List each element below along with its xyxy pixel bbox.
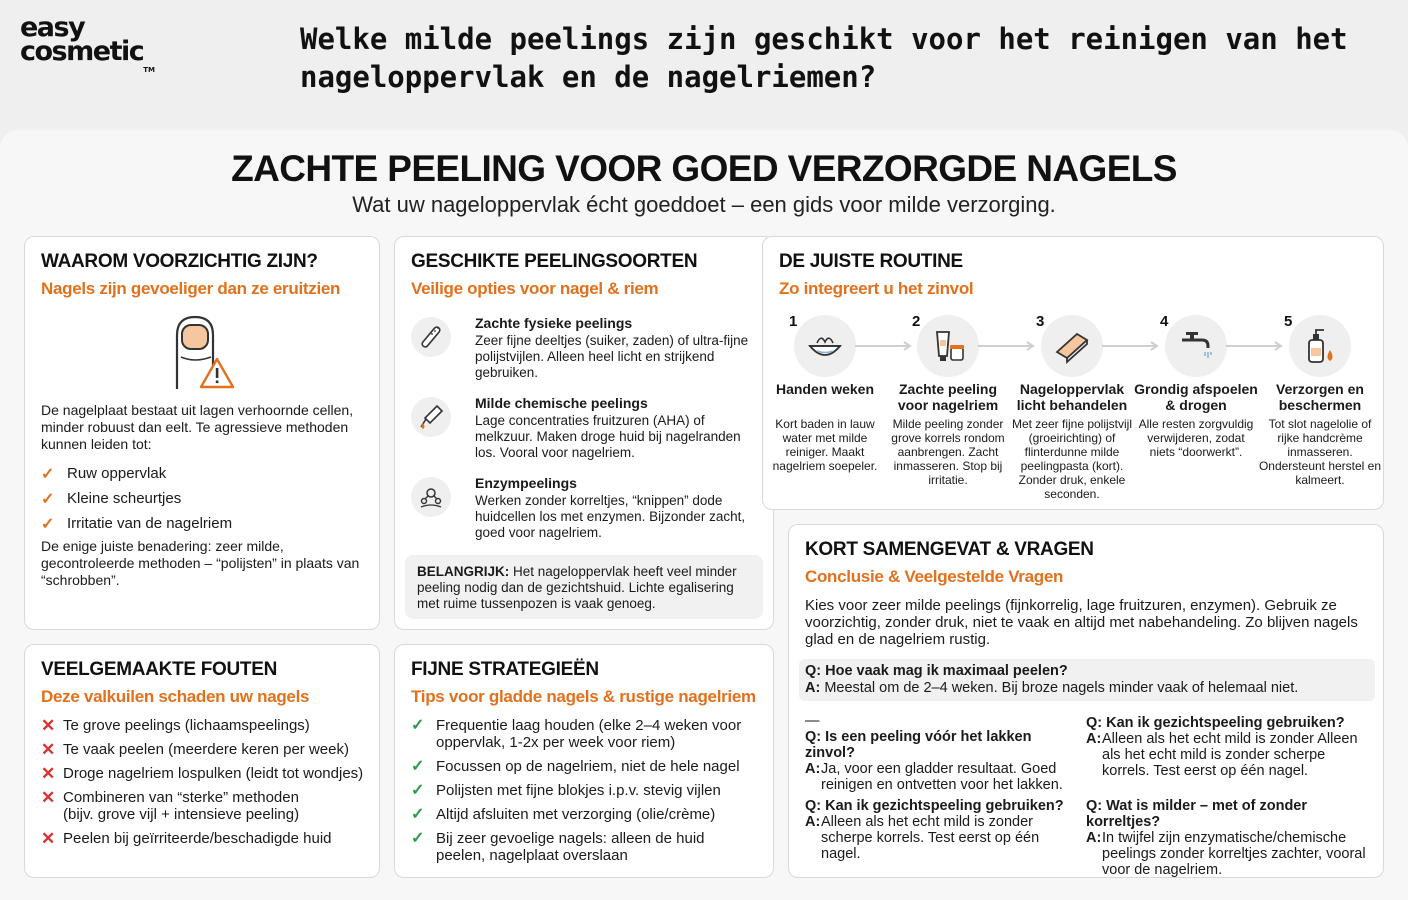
card-title: VEELGEMAAKTE FOUTEN — [41, 659, 278, 680]
brand-logo — [20, 12, 155, 74]
step-name: Handen weken — [775, 381, 875, 397]
step-desc: Tot slot nagelolie of rijke handcrème inmasseren. Ondersteunt herstel en kalmeert. — [1258, 417, 1382, 487]
mistakes-card — [24, 644, 380, 878]
faq-answer — [1086, 830, 1376, 878]
answer-label: A: — [805, 761, 821, 777]
important-note — [405, 555, 763, 619]
check-icon: ✓ — [41, 490, 55, 508]
check-icon: ✓ — [411, 830, 425, 847]
peeling-type-desc: Werken zonder korreltjes, “knippen” dode huidcellen los met enzymen. Bijzonder zacht, goed voor nagelriem. — [475, 493, 746, 540]
card-subtitle: Zo integreert u het zinvol — [779, 279, 974, 298]
card-title: GESCHIKTE PEELINGSOORTEN — [411, 251, 698, 272]
faq-question: Q: Wat is milder – met of zonder korreltjes? — [1086, 798, 1308, 830]
card-title: DE JUISTE ROUTINE — [779, 251, 963, 272]
answer-label: A: — [1086, 731, 1102, 747]
card-subtitle: Conclusie & Veelgestelde Vragen — [805, 567, 1064, 586]
infographic-title: ZACHTE PEELING VOOR GOED VERZORGDE NAGELS — [231, 148, 1177, 189]
faq-question: Q: Kan ik gezichtspeeling gebruiken? — [1086, 715, 1345, 731]
faq-item — [1086, 798, 1376, 878]
list-item — [411, 806, 767, 823]
arrow-right-icon — [1102, 341, 1162, 351]
faq-separator: — — [805, 713, 820, 729]
check-icon: ✓ — [411, 717, 425, 734]
answer-text: Alleen als het echt mild is zonder Alleen als het echt mild is zonder scherpe korrels. Test eerst op één nagel. — [1102, 731, 1358, 779]
check-icon: ✓ — [411, 782, 425, 799]
card-title: KORT SAMENGEVAT & VRAGEN — [805, 539, 1094, 560]
faq-item — [805, 798, 1075, 862]
mistakes-list — [41, 717, 363, 854]
list-item — [411, 758, 767, 775]
answer-text: In twijfel zijn enzymatische/chemische peelings zonder korreltjes zachter, vooral voor de nagelriem. — [1102, 830, 1366, 878]
step-desc: Milde peeling zonder grove korrels rondom aanbrengen. Zacht inmasseren. Stop bij irritatie. — [891, 417, 1005, 487]
card-subtitle: Deze valkuilen schaden uw nagels — [41, 687, 310, 706]
cream-tube-icon — [917, 315, 979, 377]
list-item-text: Te grove peelings (lichaamspeelings) — [63, 717, 310, 734]
step-desc: Met zeer fijne polijstvijl (groeirichting) of flinterdunne milde peelingpasta (kort). Zonder druk, enkele seconden. — [1011, 417, 1133, 501]
list-item — [41, 830, 363, 847]
list-item-text: Frequentie laag houden (elke 2–4 weken voor oppervlak, 1-2x per week voor riem) — [436, 717, 742, 751]
list-item-text: Irritatie van de nagelriem — [67, 515, 233, 532]
faq-item — [805, 713, 1075, 793]
cross-icon: ✕ — [41, 829, 56, 848]
step-desc: Kort baden in lauw water met milde reiniger. Maakt nagelriem soepeler. — [772, 417, 878, 473]
card-title: FIJNE STRATEGIEËN — [411, 659, 599, 680]
faq-question: Q: Kan ik gezichtspeeling gebruiken? — [805, 798, 1064, 814]
check-icon: ✓ — [41, 515, 55, 533]
step-number: 4 — [1160, 313, 1169, 330]
why-careful-card — [24, 236, 380, 630]
card-title: WAAROM VOORZICHTIG ZIJN? — [41, 251, 318, 272]
list-item-text: Focussen op de nagelriem, niet de hele nagel — [436, 758, 740, 775]
list-item — [41, 741, 363, 758]
list-item-text: Polijsten met fijne blokjes i.p.v. stevig vijlen — [436, 782, 721, 799]
card-subtitle: Veilige opties voor nagel & riem — [411, 279, 659, 298]
why-list — [41, 461, 232, 536]
faq-answer — [1086, 731, 1376, 779]
list-item — [411, 830, 767, 864]
check-icon: ✓ — [411, 758, 425, 775]
cross-icon: ✕ — [41, 764, 56, 783]
answer-text: Meestal om de 2–4 weken. Bij broze nagels minder vaak of helemaal niet. — [824, 680, 1299, 696]
answer-text: Alleen als het echt mild is zonder scherpe korrels. Test eerst op één nagel. — [821, 814, 1040, 862]
peeling-types-card — [394, 236, 774, 630]
list-item — [41, 765, 363, 782]
faq-item — [799, 659, 1375, 701]
answer-label: A: — [805, 680, 821, 696]
strategies-card — [394, 644, 774, 878]
list-item — [41, 461, 232, 486]
cross-icon: ✕ — [41, 788, 56, 807]
arrow-right-icon — [855, 341, 915, 351]
list-item — [41, 486, 232, 511]
faq-item — [1086, 715, 1376, 779]
answer-text: Ja, voor een gladder resultaat. Goed reinigen en ontvetten voor het lakken. — [821, 761, 1063, 793]
peeling-type-name: Enzympeelings — [475, 475, 577, 491]
peeling-type-name: Zachte fysieke peelings — [475, 315, 633, 331]
list-item-text: Droge nagelriem lospulken (leidt tot wondjes) — [63, 765, 364, 782]
step-number: 1 — [789, 313, 798, 330]
list-item — [41, 717, 363, 734]
list-item — [411, 782, 767, 799]
bowl-hands-icon — [794, 315, 856, 377]
faq-answer — [805, 814, 1075, 862]
faq-answer — [805, 761, 1075, 793]
important-text: Het nageloppervlak heeft veel minder peeling nodig dan de gezichtshuid. Lichte egalisering met ruime tussenpozen is vaak genoeg. — [417, 564, 737, 611]
check-icon: ✓ — [411, 806, 425, 823]
logo-tm: TM — [143, 66, 155, 74]
step-desc: Alle resten zorgvuldig verwijderen, zodat niets “doorwerkt”. — [1138, 417, 1254, 459]
check-icon: ✓ — [41, 465, 55, 483]
list-item — [41, 789, 363, 823]
logo-word: cosmetic — [20, 36, 144, 67]
list-item-text: Kleine scheurtjes — [67, 490, 182, 507]
list-item — [411, 717, 767, 751]
arrow-right-icon — [1226, 341, 1286, 351]
answer-label: A: — [805, 814, 821, 830]
strategies-list — [411, 717, 767, 871]
step-number: 3 — [1036, 313, 1045, 330]
cross-icon: ✕ — [41, 716, 56, 735]
nail-file-icon — [411, 317, 451, 357]
faq-question: Q: Hoe vaak mag ik maximaal peelen? — [805, 663, 1068, 679]
list-item-text: Peelen bij geïrriteerde/beschadigde huid — [63, 830, 332, 847]
summary-text: Kies voor zeer milde peelings (fijnkorrelig, lage fruitzuren, enzymen). Gebruik ze voorzichtig, zonder druk, niet te vaak en altijd met nabehandeling. Zo blijven nagels glad en de nagelriem rustig. — [805, 597, 1358, 648]
summary-faq-card — [788, 524, 1384, 878]
step-number: 2 — [912, 313, 921, 330]
page-question: Welke milde peelings zijn geschikt voor het reinigen van het nageloppervlak en de nagelriemen? — [300, 22, 1348, 94]
oil-bottle-icon — [1289, 315, 1351, 377]
peeling-type-name: Milde chemische peelings — [475, 395, 648, 411]
logo-line1: easy — [20, 12, 85, 43]
faq-question: Q: Is een peeling vóór het lakken zinvol? — [805, 729, 1032, 761]
answer-label: A: — [1086, 830, 1102, 846]
routine-card — [762, 236, 1384, 510]
step-name: Grondig afspoelen & drogen — [1134, 381, 1258, 413]
card-subtitle: Nagels zijn gevoeliger dan ze eruitzien — [41, 279, 341, 298]
buffer-block-icon — [1041, 315, 1103, 377]
arrow-right-icon — [978, 341, 1038, 351]
card-subtitle: Tips voor gladde nagels & rustige nagelriem — [411, 687, 756, 706]
finger-warning-icon — [171, 313, 237, 389]
logo-line2 — [20, 36, 155, 74]
why-outro: De enige juiste benadering: zeer milde, gecontroleerde methoden – “polijsten” in plaats van “schrobben”. — [41, 538, 360, 588]
faq-answer — [805, 680, 1369, 697]
infographic-subtitle: Wat uw nageloppervlak écht goeddoet – een gids voor milde verzorging. — [352, 192, 1056, 217]
peeling-type-desc: Lage concentraties fruitzuren (AHA) of melkzuur. Maken droge huid bij nagelranden los. Vooral voor nagelriem. — [475, 413, 741, 460]
step-name: Verzorgen en beschermen — [1276, 381, 1364, 413]
peeling-type-desc: Zeer fijne deeltjes (suiker, zaden) of ultra-fijne polijstvijlen. Alleen heel licht en strijkend gebruiken. — [475, 333, 749, 380]
faucet-icon — [1165, 315, 1227, 377]
why-intro: De nagelplaat bestaat uit lagen verhoornde cellen, minder robuust dan eelt. Te agressieve methoden kunnen leiden tot: — [41, 402, 354, 452]
step-number: 5 — [1284, 313, 1293, 330]
list-item-text: Combineren van “sterke” methoden (bijv. grove vijl + intensieve peeling) — [63, 789, 300, 823]
list-item-text: Ruw oppervlak — [67, 465, 167, 482]
enzyme-icon — [411, 477, 451, 517]
dropper-icon — [411, 397, 451, 437]
important-label: BELANGRIJK: — [417, 564, 510, 579]
list-item-text: Bij zeer gevoelige nagels: alleen de huid peelen, nagelplaat overslaan — [436, 830, 705, 864]
list-item — [41, 511, 232, 536]
list-item-text: Te vaak peelen (meerdere keren per week) — [63, 741, 349, 758]
list-item-text: Altijd afsluiten met verzorging (olie/crème) — [436, 806, 716, 823]
step-name: Zachte peeling voor nagelriem — [897, 381, 999, 413]
step-name: Nageloppervlak licht behandelen — [1016, 381, 1128, 413]
cross-icon: ✕ — [41, 740, 56, 759]
